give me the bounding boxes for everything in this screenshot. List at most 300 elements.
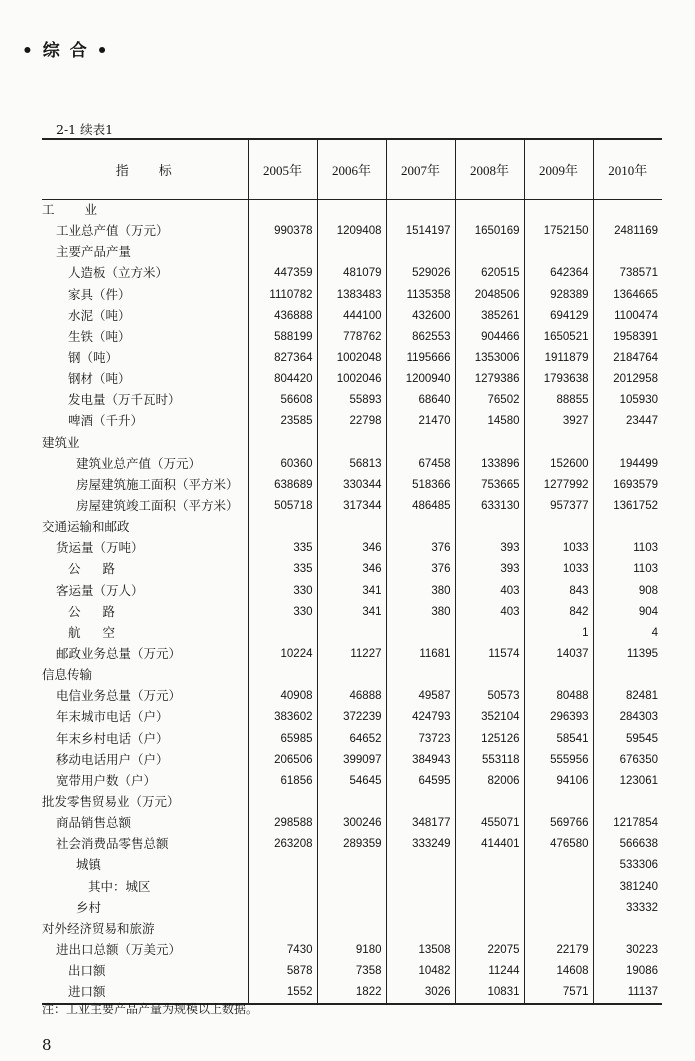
value-cell: 14580 bbox=[455, 411, 524, 432]
value-cell: 152600 bbox=[524, 454, 593, 475]
value-cell: 1650521 bbox=[524, 327, 593, 348]
value-cell: 380 bbox=[386, 602, 455, 623]
value-cell: 376 bbox=[386, 538, 455, 559]
value-cell: 14037 bbox=[524, 644, 593, 665]
value-cell: 80488 bbox=[524, 686, 593, 707]
value-cell: 10482 bbox=[386, 961, 455, 982]
row-label: 移动电话用户（户） bbox=[56, 752, 169, 767]
value-cell: 10224 bbox=[248, 644, 317, 665]
table-row bbox=[42, 792, 662, 813]
value-cell: 10831 bbox=[455, 982, 524, 1004]
value-cell: 30223 bbox=[593, 940, 662, 961]
value-cell: 9180 bbox=[317, 940, 386, 961]
value-cell bbox=[386, 433, 455, 454]
value-cell: 11137 bbox=[593, 982, 662, 1004]
table-row bbox=[42, 729, 662, 750]
value-cell: 638689 bbox=[248, 475, 317, 496]
section-header: • 综 合 • bbox=[22, 41, 110, 61]
value-cell: 447359 bbox=[248, 263, 317, 284]
row-label: 水泥（吨） bbox=[68, 308, 131, 323]
indicator-header: 指标 bbox=[42, 139, 248, 200]
value-cell: 928389 bbox=[524, 285, 593, 306]
value-cell: 990378 bbox=[248, 221, 317, 242]
value-cell bbox=[524, 665, 593, 686]
table-row bbox=[42, 771, 662, 792]
value-cell: 64652 bbox=[317, 729, 386, 750]
table-row bbox=[42, 475, 662, 496]
value-cell: 346 bbox=[317, 559, 386, 580]
value-cell bbox=[248, 242, 317, 263]
value-cell bbox=[455, 855, 524, 876]
value-cell: 383602 bbox=[248, 707, 317, 728]
value-cell: 11244 bbox=[455, 961, 524, 982]
value-cell: 341 bbox=[317, 602, 386, 623]
value-cell bbox=[386, 855, 455, 876]
value-cell: 1 bbox=[524, 623, 593, 644]
year-header: 2007年 bbox=[386, 139, 455, 200]
value-cell: 65985 bbox=[248, 729, 317, 750]
value-cell: 476580 bbox=[524, 834, 593, 855]
row-label: 进口额 bbox=[42, 982, 248, 1004]
table-row bbox=[42, 813, 662, 834]
row-label: 建筑业 bbox=[42, 435, 80, 450]
value-cell bbox=[386, 877, 455, 898]
table-row bbox=[42, 834, 662, 855]
row-label: 年末乡村电话（户） bbox=[56, 731, 169, 746]
row-label: 家具（件） bbox=[68, 287, 131, 302]
value-cell: 123061 bbox=[593, 771, 662, 792]
value-cell: 73723 bbox=[386, 729, 455, 750]
value-cell: 82006 bbox=[455, 771, 524, 792]
value-cell: 56608 bbox=[248, 390, 317, 411]
value-cell: 804420 bbox=[248, 369, 317, 390]
value-cell bbox=[317, 898, 386, 919]
value-cell: 1277992 bbox=[524, 475, 593, 496]
table-row bbox=[42, 855, 662, 876]
value-cell: 1135358 bbox=[386, 285, 455, 306]
value-cell: 2012958 bbox=[593, 369, 662, 390]
table-row bbox=[42, 581, 662, 602]
value-cell bbox=[248, 623, 317, 644]
value-cell bbox=[317, 623, 386, 644]
value-cell: 399097 bbox=[317, 750, 386, 771]
value-cell bbox=[455, 898, 524, 919]
table-row bbox=[42, 200, 662, 222]
value-cell: 346 bbox=[317, 538, 386, 559]
footnote: 注：工业主要产品产量为规模以上数据。 bbox=[42, 1002, 259, 1016]
value-cell: 22179 bbox=[524, 940, 593, 961]
value-cell bbox=[455, 665, 524, 686]
value-cell: 2184764 bbox=[593, 348, 662, 369]
value-cell: 61856 bbox=[248, 771, 317, 792]
value-cell: 1364665 bbox=[593, 285, 662, 306]
value-cell: 444100 bbox=[317, 306, 386, 327]
value-cell: 335 bbox=[248, 538, 317, 559]
value-cell: 94106 bbox=[524, 771, 593, 792]
value-cell bbox=[248, 517, 317, 538]
value-cell: 1209408 bbox=[317, 221, 386, 242]
row-label: 邮政业务总量（万元） bbox=[56, 647, 182, 662]
value-cell: 296393 bbox=[524, 707, 593, 728]
table-row bbox=[42, 306, 662, 327]
value-cell: 1033 bbox=[524, 538, 593, 559]
value-cell: 1822 bbox=[317, 982, 386, 1004]
value-cell: 50573 bbox=[455, 686, 524, 707]
row-label: 钢材（吨） bbox=[68, 372, 131, 387]
value-cell: 33332 bbox=[593, 898, 662, 919]
value-cell: 1650169 bbox=[455, 221, 524, 242]
value-cell: 330344 bbox=[317, 475, 386, 496]
row-label: 信息传输 bbox=[42, 668, 93, 683]
value-cell: 505718 bbox=[248, 496, 317, 517]
value-cell: 60360 bbox=[248, 454, 317, 475]
value-cell bbox=[455, 433, 524, 454]
value-cell: 330 bbox=[248, 602, 317, 623]
value-cell: 298588 bbox=[248, 813, 317, 834]
value-cell: 68640 bbox=[386, 390, 455, 411]
value-cell: 385261 bbox=[455, 306, 524, 327]
value-cell: 88855 bbox=[524, 390, 593, 411]
value-cell: 529026 bbox=[386, 263, 455, 284]
value-cell bbox=[455, 877, 524, 898]
row-label: 交通运输和邮政 bbox=[42, 520, 130, 535]
row-label: 社会消费品零售总额 bbox=[56, 837, 169, 852]
value-cell bbox=[455, 242, 524, 263]
value-cell bbox=[593, 792, 662, 813]
value-cell bbox=[317, 665, 386, 686]
value-cell bbox=[248, 200, 317, 222]
value-cell: 518366 bbox=[386, 475, 455, 496]
value-cell: 533306 bbox=[593, 855, 662, 876]
row-label: 公路 bbox=[68, 604, 138, 619]
value-cell: 1217854 bbox=[593, 813, 662, 834]
value-cell bbox=[524, 919, 593, 940]
value-cell: 23585 bbox=[248, 411, 317, 432]
value-cell: 403 bbox=[455, 581, 524, 602]
row-label: 房屋建筑竣工面积（平方米） bbox=[76, 499, 239, 514]
value-cell bbox=[386, 898, 455, 919]
row-label: 年末城市电话（户） bbox=[56, 710, 169, 725]
value-cell: 317344 bbox=[317, 496, 386, 517]
value-cell: 436888 bbox=[248, 306, 317, 327]
table-row bbox=[42, 665, 662, 686]
value-cell: 381240 bbox=[593, 877, 662, 898]
table-row bbox=[42, 559, 662, 580]
value-cell bbox=[317, 855, 386, 876]
value-cell: 486485 bbox=[386, 496, 455, 517]
table-row bbox=[42, 961, 662, 982]
value-cell: 55893 bbox=[317, 390, 386, 411]
value-cell bbox=[248, 877, 317, 898]
value-cell bbox=[455, 517, 524, 538]
table-header-row bbox=[42, 139, 662, 200]
year-header: 2009年 bbox=[524, 139, 593, 200]
value-cell bbox=[386, 200, 455, 222]
value-cell bbox=[524, 877, 593, 898]
value-cell: 642364 bbox=[524, 263, 593, 284]
value-cell: 904 bbox=[593, 602, 662, 623]
value-cell: 1200940 bbox=[386, 369, 455, 390]
year-header: 2006年 bbox=[317, 139, 386, 200]
value-cell: 7358 bbox=[317, 961, 386, 982]
value-cell bbox=[455, 792, 524, 813]
value-cell: 263208 bbox=[248, 834, 317, 855]
value-cell bbox=[317, 242, 386, 263]
row-label: 乡村 bbox=[76, 900, 102, 915]
value-cell: 1911879 bbox=[524, 348, 593, 369]
value-cell: 22798 bbox=[317, 411, 386, 432]
value-cell: 3026 bbox=[386, 982, 455, 1004]
value-cell bbox=[248, 665, 317, 686]
value-cell bbox=[317, 877, 386, 898]
value-cell bbox=[524, 517, 593, 538]
value-cell: 432600 bbox=[386, 306, 455, 327]
table-title: 2-1 续表1 bbox=[56, 122, 114, 137]
value-cell: 393 bbox=[455, 538, 524, 559]
value-cell: 289359 bbox=[317, 834, 386, 855]
value-cell: 753665 bbox=[455, 475, 524, 496]
value-cell: 904466 bbox=[455, 327, 524, 348]
table-row bbox=[42, 686, 662, 707]
value-cell: 11681 bbox=[386, 644, 455, 665]
value-cell: 778762 bbox=[317, 327, 386, 348]
row-label: 电信业务总量（万元） bbox=[56, 689, 182, 704]
value-cell bbox=[524, 792, 593, 813]
value-cell: 588199 bbox=[248, 327, 317, 348]
row-label: 钢（吨） bbox=[68, 351, 119, 366]
value-cell: 11395 bbox=[593, 644, 662, 665]
table-row bbox=[42, 517, 662, 538]
value-cell: 1793638 bbox=[524, 369, 593, 390]
year-header: 2008年 bbox=[455, 139, 524, 200]
value-cell bbox=[593, 919, 662, 940]
row-label: 宽带用户数（户） bbox=[56, 773, 157, 788]
value-cell bbox=[524, 898, 593, 919]
value-cell bbox=[317, 792, 386, 813]
value-cell: 333249 bbox=[386, 834, 455, 855]
value-cell: 862553 bbox=[386, 327, 455, 348]
table-row bbox=[42, 750, 662, 771]
table-row bbox=[42, 707, 662, 728]
value-cell: 908 bbox=[593, 581, 662, 602]
value-cell: 105930 bbox=[593, 390, 662, 411]
value-cell bbox=[524, 242, 593, 263]
row-label: 工业 bbox=[42, 203, 128, 218]
value-cell: 82481 bbox=[593, 686, 662, 707]
row-label: 商品销售总额 bbox=[56, 816, 132, 831]
row-label: 批发零售贸易业（万元） bbox=[42, 795, 180, 809]
value-cell: 13508 bbox=[386, 940, 455, 961]
value-cell: 620515 bbox=[455, 263, 524, 284]
value-cell: 58541 bbox=[524, 729, 593, 750]
table-row bbox=[42, 327, 662, 348]
row-label: 发电量（万千瓦时） bbox=[68, 393, 181, 408]
value-cell: 633130 bbox=[455, 496, 524, 517]
value-cell: 1514197 bbox=[386, 221, 455, 242]
value-cell bbox=[386, 623, 455, 644]
value-cell bbox=[593, 242, 662, 263]
value-cell: 125126 bbox=[455, 729, 524, 750]
value-cell: 67458 bbox=[386, 454, 455, 475]
value-cell: 23447 bbox=[593, 411, 662, 432]
value-cell bbox=[317, 919, 386, 940]
value-cell: 553118 bbox=[455, 750, 524, 771]
value-cell: 957377 bbox=[524, 496, 593, 517]
value-cell: 569766 bbox=[524, 813, 593, 834]
value-cell: 424793 bbox=[386, 707, 455, 728]
value-cell: 59545 bbox=[593, 729, 662, 750]
value-cell: 414401 bbox=[455, 834, 524, 855]
value-cell: 284303 bbox=[593, 707, 662, 728]
value-cell bbox=[248, 855, 317, 876]
value-cell: 555956 bbox=[524, 750, 593, 771]
table-row bbox=[42, 221, 662, 242]
value-cell: 2048506 bbox=[455, 285, 524, 306]
value-cell: 40908 bbox=[248, 686, 317, 707]
page-number: 8 bbox=[42, 1036, 52, 1054]
value-cell: 46888 bbox=[317, 686, 386, 707]
value-cell: 403 bbox=[455, 602, 524, 623]
value-cell bbox=[455, 919, 524, 940]
value-cell bbox=[317, 433, 386, 454]
value-cell: 7430 bbox=[248, 940, 317, 961]
row-label: 货运量（万吨） bbox=[56, 541, 144, 556]
statistics-table bbox=[42, 138, 662, 1005]
value-cell: 7571 bbox=[524, 982, 593, 1004]
row-label: 房屋建筑施工面积（平方米） bbox=[76, 477, 239, 492]
value-cell bbox=[248, 433, 317, 454]
table-row bbox=[42, 877, 662, 898]
value-cell: 694129 bbox=[524, 306, 593, 327]
value-cell: 352104 bbox=[455, 707, 524, 728]
value-cell: 566638 bbox=[593, 834, 662, 855]
value-cell: 455071 bbox=[455, 813, 524, 834]
table-row bbox=[42, 242, 662, 263]
table-row bbox=[42, 285, 662, 306]
value-cell: 2481169 bbox=[593, 221, 662, 242]
value-cell bbox=[455, 623, 524, 644]
value-cell: 206506 bbox=[248, 750, 317, 771]
row-label: 工业总产值（万元） bbox=[56, 224, 169, 239]
value-cell bbox=[248, 792, 317, 813]
table-row bbox=[42, 263, 662, 284]
value-cell: 11227 bbox=[317, 644, 386, 665]
value-cell: 19086 bbox=[593, 961, 662, 982]
value-cell bbox=[593, 433, 662, 454]
value-cell: 4 bbox=[593, 623, 662, 644]
value-cell bbox=[317, 517, 386, 538]
value-cell bbox=[248, 919, 317, 940]
row-label: 城镇 bbox=[76, 858, 102, 873]
value-cell: 1195666 bbox=[386, 348, 455, 369]
table-row bbox=[42, 369, 662, 390]
table-row bbox=[42, 390, 662, 411]
row-label: 其中：城区 bbox=[88, 879, 151, 894]
year-header: 2005年 bbox=[248, 139, 317, 200]
value-cell: 481079 bbox=[317, 263, 386, 284]
table-row bbox=[42, 644, 662, 665]
table-row bbox=[42, 940, 662, 961]
value-cell: 1383483 bbox=[317, 285, 386, 306]
year-header: 2010年 bbox=[593, 139, 662, 200]
value-cell bbox=[386, 919, 455, 940]
value-cell: 1693579 bbox=[593, 475, 662, 496]
row-label: 生铁（吨） bbox=[68, 329, 131, 344]
value-cell: 1552 bbox=[248, 982, 317, 1004]
value-cell: 676350 bbox=[593, 750, 662, 771]
value-cell: 194499 bbox=[593, 454, 662, 475]
value-cell: 133896 bbox=[455, 454, 524, 475]
value-cell bbox=[386, 517, 455, 538]
table-row bbox=[42, 433, 662, 454]
value-cell: 1958391 bbox=[593, 327, 662, 348]
value-cell bbox=[524, 200, 593, 222]
table-body bbox=[42, 200, 662, 1005]
value-cell: 3927 bbox=[524, 411, 593, 432]
value-cell: 76502 bbox=[455, 390, 524, 411]
table-row bbox=[42, 919, 662, 940]
value-cell: 827364 bbox=[248, 348, 317, 369]
value-cell: 11574 bbox=[455, 644, 524, 665]
value-cell: 1353006 bbox=[455, 348, 524, 369]
value-cell: 64595 bbox=[386, 771, 455, 792]
value-cell bbox=[386, 792, 455, 813]
table-row bbox=[42, 496, 662, 517]
value-cell bbox=[593, 665, 662, 686]
value-cell: 300246 bbox=[317, 813, 386, 834]
value-cell: 1033 bbox=[524, 559, 593, 580]
row-label: 人造板（立方米） bbox=[68, 266, 169, 281]
table-row bbox=[42, 602, 662, 623]
value-cell: 1103 bbox=[593, 559, 662, 580]
value-cell: 372239 bbox=[317, 707, 386, 728]
value-cell: 21470 bbox=[386, 411, 455, 432]
value-cell: 376 bbox=[386, 559, 455, 580]
value-cell: 1361752 bbox=[593, 496, 662, 517]
value-cell: 1002048 bbox=[317, 348, 386, 369]
value-cell: 384943 bbox=[386, 750, 455, 771]
value-cell bbox=[317, 200, 386, 222]
value-cell: 335 bbox=[248, 559, 317, 580]
row-label: 啤酒（千升） bbox=[68, 414, 144, 429]
value-cell: 842 bbox=[524, 602, 593, 623]
row-label: 出口额 bbox=[68, 964, 106, 979]
value-cell: 49587 bbox=[386, 686, 455, 707]
value-cell: 14608 bbox=[524, 961, 593, 982]
value-cell bbox=[524, 855, 593, 876]
table-row bbox=[42, 411, 662, 432]
table-row bbox=[42, 348, 662, 369]
row-label: 航空 bbox=[68, 625, 138, 640]
value-cell: 393 bbox=[455, 559, 524, 580]
table-row bbox=[42, 454, 662, 475]
value-cell: 56813 bbox=[317, 454, 386, 475]
value-cell: 54645 bbox=[317, 771, 386, 792]
value-cell: 738571 bbox=[593, 263, 662, 284]
value-cell: 1110782 bbox=[248, 285, 317, 306]
value-cell bbox=[386, 665, 455, 686]
value-cell bbox=[524, 433, 593, 454]
value-cell: 1100474 bbox=[593, 306, 662, 327]
value-cell: 843 bbox=[524, 581, 593, 602]
row-label: 公路 bbox=[68, 562, 138, 577]
value-cell: 348177 bbox=[386, 813, 455, 834]
value-cell: 1103 bbox=[593, 538, 662, 559]
value-cell: 5878 bbox=[248, 961, 317, 982]
value-cell bbox=[593, 200, 662, 222]
table-row bbox=[42, 538, 662, 559]
row-label: 进出口总额（万美元） bbox=[56, 942, 182, 957]
